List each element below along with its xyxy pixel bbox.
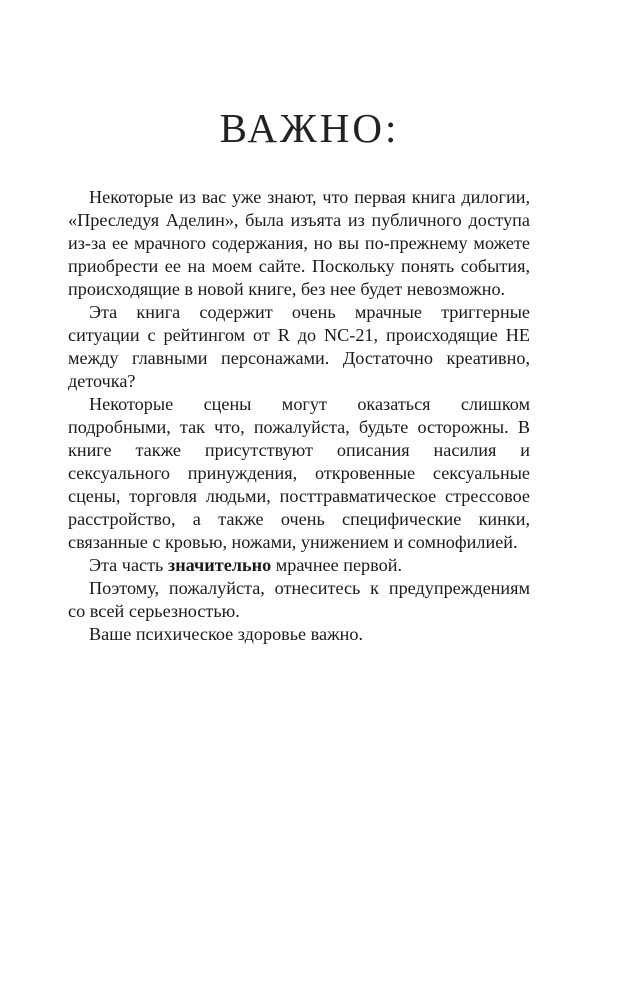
paragraph-1: Некоторые из вас уже знают, что первая книга дилогии, «Преследуя Аделин», была изъята из публичного доступа из-за ее мрачного содержания, но вы по-прежнему можете приобрести ее на моем сайте. Поскольку понять события, происходящие в новой книге, без нее будет невозможно.	[68, 187, 530, 299]
paragraph-4-emphasis: значительно	[167, 555, 272, 575]
paragraph-2: Эта книга содержит очень мрачные триггерные ситуации с рейтингом от R до NC-21, происходящие НЕ между главными персонажами. Достаточно креативно, деточка?	[68, 302, 530, 391]
paragraph-5: Поэтому, пожалуйста, отнеситесь к предупреждениям со всей серьезностью.	[68, 578, 530, 621]
paragraph-3: Некоторые сцены могут оказаться слишком подробными, так что, пожалуйста, будьте осторожны. В книге также присутствуют описания насилия и сексуального принуждения, откровенные сексуальные сцены, торговля людьми, посттравматическое стрессовое расстройство, а также очень специфические кинки, связанные с кровью, ножами, унижением и сомнофилией.	[68, 394, 530, 552]
warning-text-block	[68, 186, 530, 646]
paragraph-4-before: Эта часть	[89, 555, 168, 575]
paragraph-6: Ваше психическое здоровье важно.	[89, 624, 364, 644]
paragraph-4-after: мрачнее первой.	[271, 555, 402, 575]
paragraph-4	[68, 554, 530, 577]
page-title: ВАЖНО:	[219, 105, 400, 151]
